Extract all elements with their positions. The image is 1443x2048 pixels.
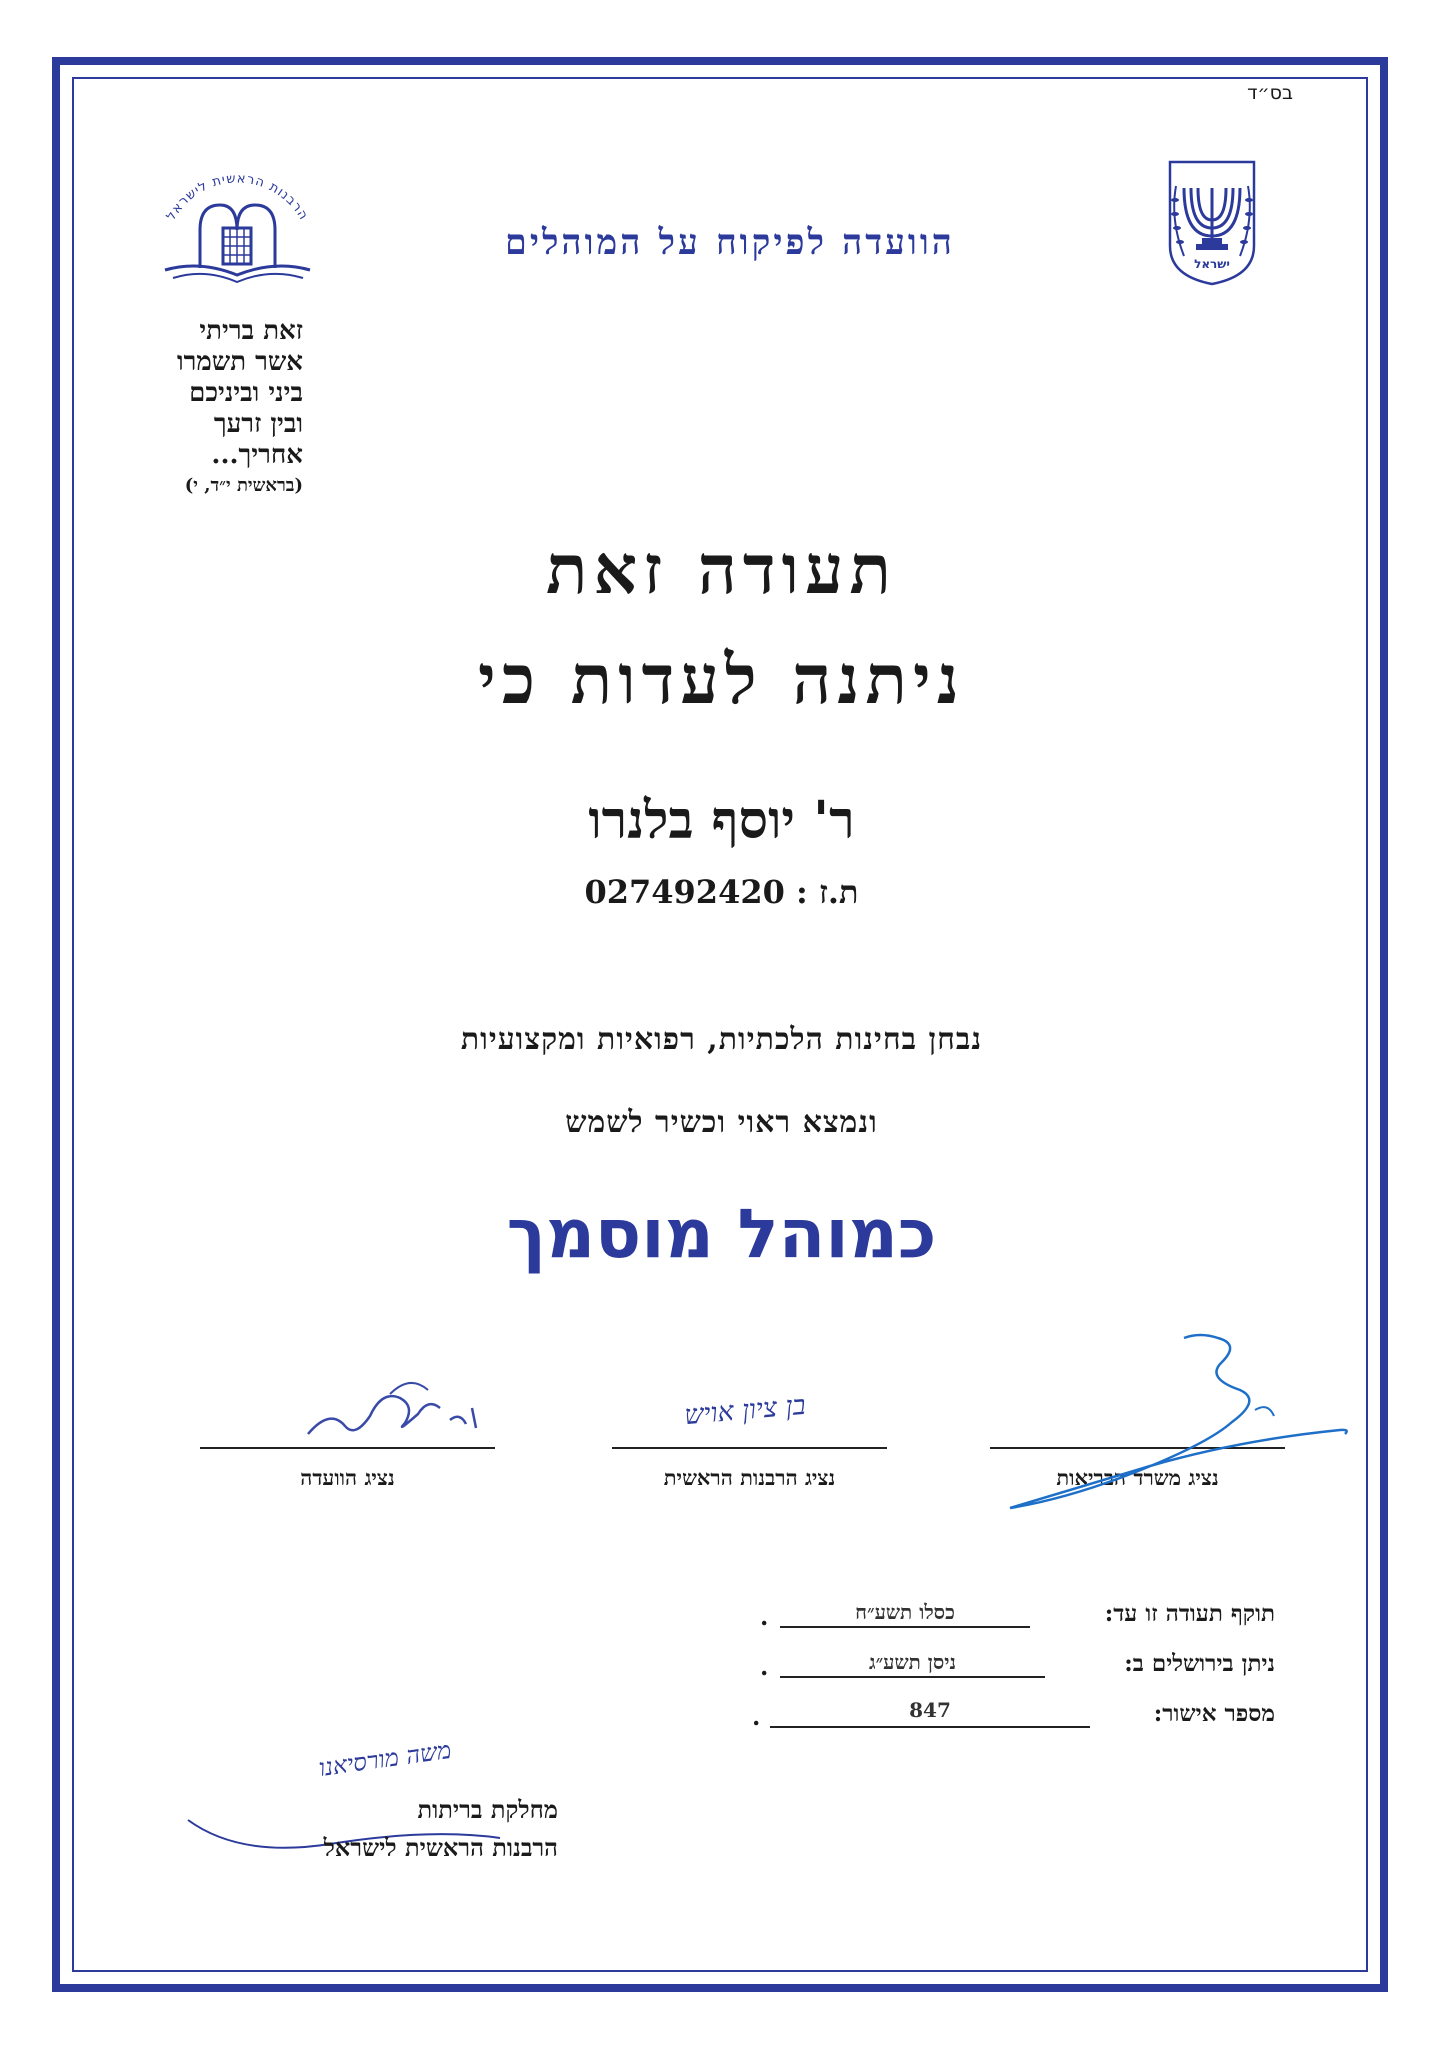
emblem-text: ישראל (1194, 257, 1230, 271)
svg-text:הרבנות הראשית לישראל (164, 171, 311, 223)
committee-signature (300, 1368, 490, 1448)
department-org: הרבנות הראשית לישראל (323, 1833, 558, 1862)
verse-line: אשר תשמרו (176, 347, 303, 377)
recipient-id (0, 873, 1443, 911)
id-number: 027492420 (584, 873, 785, 911)
health-ministry-signature (1000, 1330, 1360, 1520)
department-name: מחלקת בריתות (417, 1795, 558, 1824)
valid-until-value: כסלו תשע״ח (855, 1600, 955, 1624)
signature-line (200, 1447, 495, 1449)
verse-line: זאת בריתי (199, 316, 303, 346)
covenant-verse (103, 316, 303, 496)
bsd-mark: בס״ד (1247, 82, 1293, 104)
verse-line: אחריך... (211, 440, 303, 470)
recipient-name: ר' יוסף בלנרו (588, 790, 855, 851)
field-dot: . (760, 1602, 769, 1631)
verse-line: ביני וביניכם (189, 378, 303, 408)
health-ministry-rep-label: נציג משרד הבריאות (1056, 1465, 1219, 1490)
rabbinate-arc-text: הרבנות הראשית לישראל (163, 171, 312, 224)
approval-number-value: 847 (909, 1698, 951, 1722)
qualification-statement: ונמצא ראוי וכשיר לשמש (565, 1105, 878, 1140)
approval-number-label: מספר אישור: (1153, 1700, 1275, 1727)
valid-until-label: תוקף תעודה זו עד: (1104, 1600, 1275, 1627)
field-dot: . (752, 1702, 761, 1731)
signature-line (612, 1447, 887, 1449)
exam-statement: נבחן בחינות הלכתיות, רפואיות ומקצועיות (460, 1022, 983, 1057)
issued-value: ניסן תשע״ג (868, 1650, 957, 1674)
verse-line: ובין זרעך (213, 409, 303, 439)
committee-heading: הוועדה לפיקוח על המוהלים (505, 222, 955, 263)
verse-source: (בראשית י״ד, י) (184, 475, 303, 496)
state-emblem-icon (1162, 158, 1262, 288)
issued-label: ניתן בירושלים ב: (1124, 1650, 1275, 1677)
rabbinate-rep-label: נציג הרבנות הראשית (663, 1465, 836, 1490)
field-dot: . (760, 1652, 769, 1681)
department-signature: משה מורסיאנו (316, 1735, 453, 1783)
rabbinate-logo-icon (145, 160, 330, 295)
certificate-title: תעודה זאת (546, 530, 897, 610)
committee-rep-label: נציג הוועדה (300, 1465, 395, 1490)
id-label: ת.ז : (796, 873, 859, 911)
certified-role: כמוהל מוסמך (506, 1195, 937, 1274)
certificate-subtitle: ניתנה לעדות כי (478, 640, 965, 720)
rabbinate-signature: בן ציון אויש (683, 1389, 807, 1432)
